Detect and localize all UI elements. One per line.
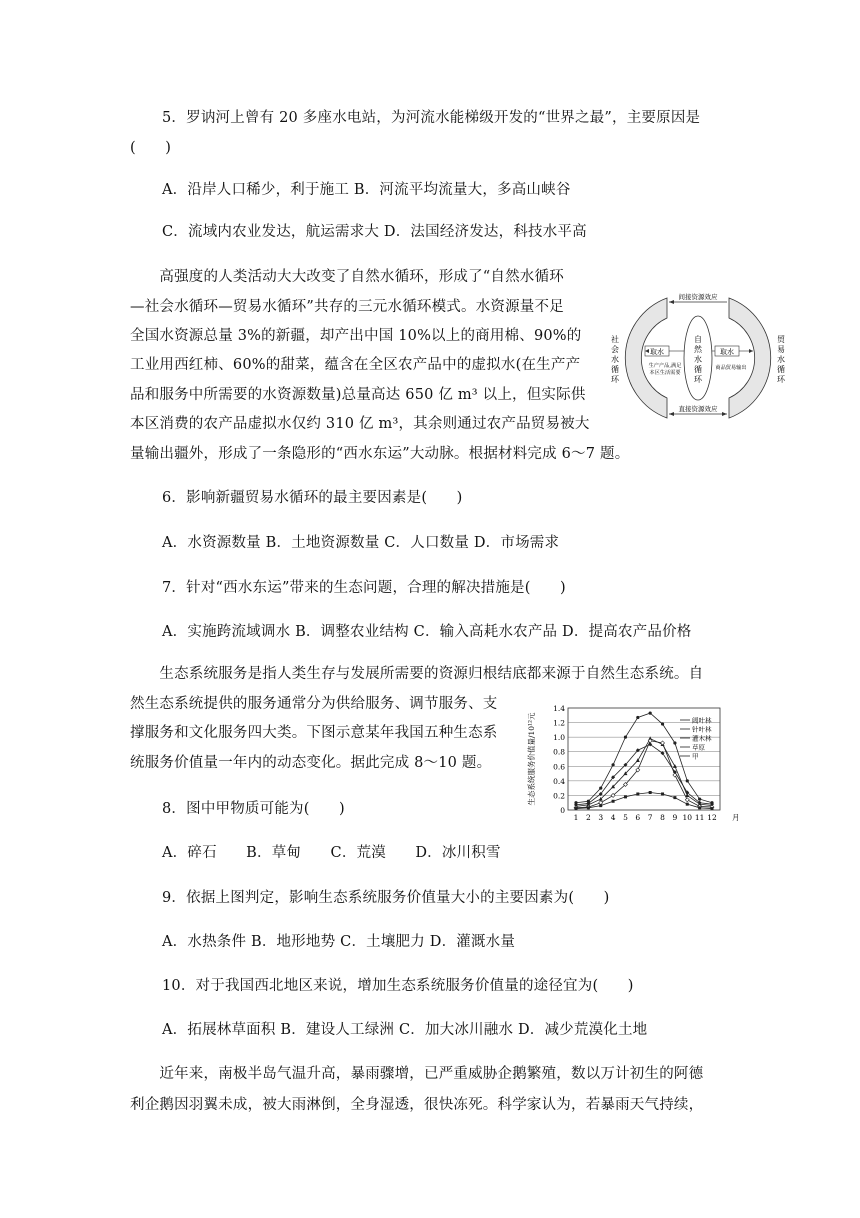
- q10-stem: 10．对于我国西北地区来说，增加生态系统服务价值量的途径宜为( ): [162, 978, 634, 994]
- y-tick-label: 1.2: [553, 718, 565, 728]
- passage2-line: 生态系统服务是指人类生存与发展所需要的资源归根结底都来源于自然生态系统。自: [130, 666, 704, 682]
- data-point: [673, 773, 677, 777]
- diagram-right-box: 取水: [720, 348, 734, 356]
- data-point: [686, 803, 689, 806]
- data-point: [711, 807, 714, 810]
- svg-text:循: 循: [611, 365, 619, 374]
- y-axis-label: 生态系统服务价值量/10¹²元: [527, 712, 536, 806]
- data-point: [698, 797, 701, 800]
- diagram-left-box: 取水: [650, 348, 664, 356]
- x-tick-label: 7: [647, 813, 653, 822]
- data-point: [673, 741, 676, 744]
- svg-text:环: 环: [777, 375, 785, 384]
- diagram-bottom-label: 直接资源效应: [678, 405, 718, 413]
- y-tick-label: 0: [560, 806, 565, 815]
- data-point: [685, 798, 689, 802]
- svg-text:循: 循: [777, 365, 785, 374]
- diagram-center-label: [694, 334, 703, 384]
- passage2-line: 统服务价值量一年内的动态变化。据此完成 8～10 题。: [130, 755, 492, 771]
- x-tick-label: 1: [573, 813, 579, 822]
- q6-options: A．水资源数量 B．土地资源数量 C．人口数量 D．市场需求: [162, 535, 560, 551]
- passage3-line: 利企鹅因羽翼未成，被大雨淋倒，全身湿透，很快冻死。科学家认为，若暴雨天气持续，: [130, 1097, 704, 1113]
- passage2-line: 然生态系统提供的服务通常分为供给服务、调节服务、支: [130, 696, 498, 712]
- q10-options: A．拓展林草面积 B．建设人工绿洲 C．加大冰川融水 D．减少荒漠化土地: [162, 1022, 648, 1038]
- data-point: [599, 804, 602, 807]
- data-point: [661, 722, 664, 725]
- data-point: [636, 716, 639, 719]
- y-tick-label: 0.8: [553, 747, 565, 757]
- data-point: [587, 806, 590, 809]
- svg-text:环: 环: [694, 375, 702, 384]
- data-point: [599, 801, 603, 805]
- data-point: [673, 764, 677, 768]
- passage1-line: 量输出疆外，形成了一条隐形的“西水东运”大动脉。根据材料完成 6～7 题。: [130, 446, 630, 462]
- diagram-right-sub: 商品贸易输出: [715, 365, 747, 371]
- data-point: [624, 795, 627, 798]
- q8-stem: 8．图中甲物质可能为( ): [162, 801, 345, 817]
- legend-label: 针叶林: [692, 725, 712, 734]
- data-point: [649, 712, 652, 715]
- y-tick-label: 0.2: [553, 791, 565, 801]
- y-tick-label: 0.4: [553, 776, 565, 786]
- y-tick-label: 1.4: [553, 704, 565, 713]
- water-cycle-diagram: [607, 290, 789, 426]
- svg-text:循: 循: [694, 365, 702, 374]
- x-axis-label: 月: [732, 813, 740, 822]
- q7-options: A．实施跨流域调水 B．调整农业结构 C．输入高耗水农产品 D．提高农产品价格: [162, 624, 692, 640]
- data-point: [649, 791, 652, 794]
- q9-options: A．水热条件 B．地形地势 C．土壤肥力 D．灌溉水量: [162, 934, 516, 950]
- legend-label: 阔叶林: [692, 716, 712, 725]
- passage1-line: 高强度的人类活动大大改变了自然水循环，形成了“自然水循环: [130, 269, 564, 285]
- q8-options: A．碎石 B．草甸 C．荒漠 D．冰川积雪: [162, 845, 501, 861]
- legend-label: 草原: [692, 743, 705, 752]
- series-line: [576, 793, 712, 809]
- q5-options-ab: A．沿岸人口稀少，利于施工 B．河流平均流量大，多高山峡谷: [162, 182, 571, 198]
- data-point: [636, 792, 639, 795]
- legend-label: 甲: [692, 752, 699, 761]
- passage2-line: 撑服务和文化服务四大类。下图示意某年我国五种生态系: [130, 725, 498, 741]
- data-point: [661, 741, 665, 745]
- y-tick-label: 0.6: [553, 762, 565, 772]
- svg-text:会: 会: [611, 345, 619, 354]
- y-tick-label: 1.0: [553, 733, 565, 743]
- svg-text:水: 水: [694, 355, 702, 364]
- data-point: [575, 807, 578, 810]
- diagram-right-label: [777, 334, 786, 384]
- passage1-line: 工业用西红柿、60%的甜菜，蕴含在全区农产品中的虚拟水(在生产产: [130, 357, 581, 373]
- diagram-left-label: [611, 334, 620, 384]
- q5-paren: ( ): [130, 140, 172, 156]
- diagram-left-sub1: 生产产品,满足: [648, 363, 682, 369]
- passage1-line: —社会水循环—贸易水循环”共存的三元水循环模式。水资源量不足: [130, 299, 564, 315]
- svg-text:贸: 贸: [777, 335, 785, 344]
- data-point: [636, 758, 640, 762]
- data-point: [661, 792, 664, 795]
- passage3-line: 近年来，南极半岛气温升高，暴雨骤增，已严重威胁企鹅繁殖，数以万计初生的阿德: [130, 1066, 704, 1082]
- x-tick-label: 11: [694, 813, 705, 822]
- data-point: [698, 806, 701, 809]
- x-tick-label: 2: [585, 813, 591, 822]
- x-tick-label: 3: [598, 813, 604, 822]
- x-tick-label: 9: [672, 813, 678, 822]
- x-tick-label: 12: [707, 813, 717, 822]
- svg-text:社: 社: [611, 335, 619, 344]
- data-point: [673, 796, 676, 799]
- x-tick-label: 5: [623, 813, 628, 822]
- ecosystem-service-chart: [520, 700, 790, 830]
- x-tick-label: 8: [660, 813, 665, 822]
- x-tick-label: 6: [635, 813, 641, 822]
- passage1-line: 全国水资源总量 3%的新疆，却产出中国 10%以上的商用棉、90%的: [130, 328, 582, 344]
- data-point: [686, 779, 689, 782]
- q5-stem: 5．罗讷河上曾有 20 多座水电站，为河流水能梯级开发的“世界之最”，主要原因是: [162, 110, 701, 126]
- data-point: [611, 763, 614, 766]
- q7-stem: 7．针对“西水东运”带来的生态问题，合理的解决措施是( ): [162, 580, 566, 596]
- q9-stem: 9．依据上图判定，影响生态系统服务价值量大小的主要因素为( ): [162, 890, 610, 906]
- data-point: [612, 800, 615, 803]
- svg-text:水: 水: [777, 355, 785, 364]
- diagram-left-sub2: 本区生活需要: [649, 370, 681, 376]
- passage1-line: 品和服务中所需要的水资源数量)总量高达 650 亿 m³ 以上，但实际供: [130, 387, 586, 403]
- legend-label: 灌木林: [692, 734, 712, 743]
- data-point: [599, 787, 602, 790]
- q6-stem: 6．影响新疆贸易水循环的最主要因素是( ): [162, 490, 463, 506]
- passage1-line: 本区消费的农产品虚拟水仅约 310 亿 m³，其余则通过农产品贸易被大: [130, 416, 590, 432]
- data-point: [624, 736, 627, 739]
- diagram-top-label: 间接资源效应: [678, 293, 718, 301]
- svg-text:易: 易: [777, 345, 785, 354]
- svg-text:水: 水: [611, 355, 619, 364]
- x-tick-label: 4: [610, 813, 616, 822]
- svg-text:环: 环: [611, 375, 619, 384]
- q5-options-cd: C．流域内农业发达，航运需求大 D．法国经济发达，科技水平高: [162, 224, 587, 240]
- svg-text:自: 自: [694, 335, 702, 344]
- x-tick-label: 10: [682, 813, 693, 822]
- svg-text:然: 然: [694, 345, 702, 354]
